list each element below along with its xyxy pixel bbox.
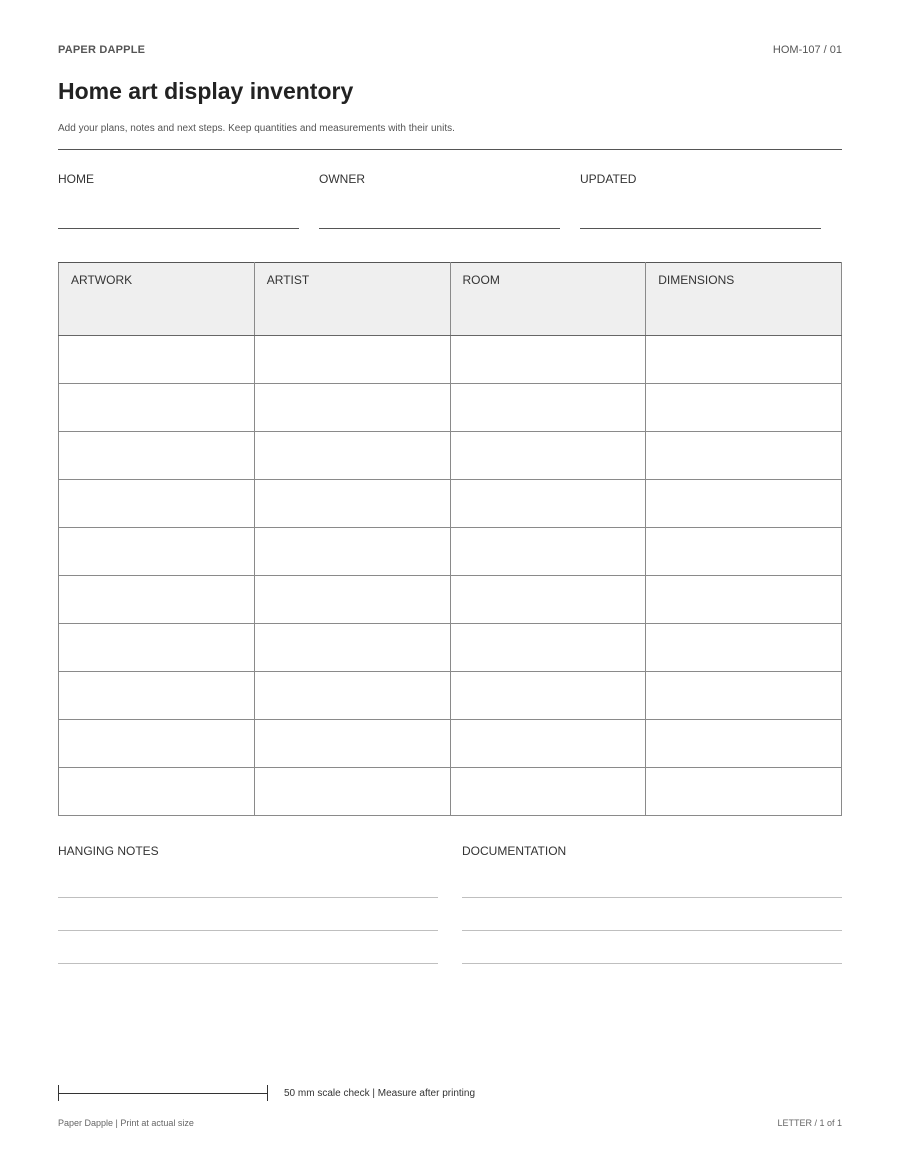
table-cell[interactable] <box>59 336 255 384</box>
table-cell[interactable] <box>254 336 450 384</box>
hanging-notes-line[interactable] <box>58 930 438 931</box>
table-row <box>59 336 842 384</box>
inventory-table <box>58 262 842 816</box>
updated-field-line[interactable] <box>580 228 821 229</box>
table-cell[interactable] <box>450 384 646 432</box>
scale-check-tick-start <box>58 1085 59 1101</box>
hanging-notes-label: HANGING NOTES <box>58 844 159 858</box>
column-header-artwork: ARTWORK <box>59 263 255 336</box>
table-cell[interactable] <box>59 480 255 528</box>
table-cell[interactable] <box>646 720 842 768</box>
table-cell[interactable] <box>450 576 646 624</box>
table-row <box>59 432 842 480</box>
table-cell[interactable] <box>450 480 646 528</box>
table-cell[interactable] <box>59 672 255 720</box>
table-cell[interactable] <box>646 432 842 480</box>
table-cell[interactable] <box>59 384 255 432</box>
brand-name: PAPER DAPPLE <box>58 44 146 56</box>
table-cell[interactable] <box>59 720 255 768</box>
scale-check-text: 50 mm scale check | Measure after printing <box>284 1088 476 1099</box>
table-cell[interactable] <box>646 384 842 432</box>
hanging-notes-line[interactable] <box>58 963 438 964</box>
home-field-line[interactable] <box>58 228 299 229</box>
table-cell[interactable] <box>646 336 842 384</box>
table-cell[interactable] <box>450 336 646 384</box>
table-cell[interactable] <box>59 576 255 624</box>
table-row <box>59 480 842 528</box>
table-cell[interactable] <box>646 624 842 672</box>
owner-field-label: OWNER <box>319 172 365 186</box>
table-cell[interactable] <box>450 624 646 672</box>
table-cell[interactable] <box>646 528 842 576</box>
table-cell[interactable] <box>254 624 450 672</box>
table-cell[interactable] <box>646 576 842 624</box>
owner-field-line[interactable] <box>319 228 560 229</box>
table-row <box>59 720 842 768</box>
table-cell[interactable] <box>254 432 450 480</box>
table-cell[interactable] <box>59 624 255 672</box>
table-cell[interactable] <box>450 528 646 576</box>
table-cell[interactable] <box>59 768 255 816</box>
table-cell[interactable] <box>450 768 646 816</box>
table-row <box>59 624 842 672</box>
table-cell[interactable] <box>646 672 842 720</box>
column-header-dimensions: DIMENSIONS <box>646 263 842 336</box>
updated-field-label: UPDATED <box>580 172 637 186</box>
table-cell[interactable] <box>450 720 646 768</box>
table-row <box>59 384 842 432</box>
table-cell[interactable] <box>59 528 255 576</box>
header-divider <box>58 149 842 150</box>
footer-left-text: Paper Dapple | Print at actual size <box>58 1118 194 1128</box>
table-row <box>59 672 842 720</box>
table-cell[interactable] <box>254 768 450 816</box>
table-row <box>59 768 842 816</box>
documentation-line[interactable] <box>462 897 842 898</box>
table-body <box>59 336 842 816</box>
table-cell[interactable] <box>254 384 450 432</box>
table-cell[interactable] <box>254 528 450 576</box>
table-cell[interactable] <box>254 672 450 720</box>
table-cell[interactable] <box>59 432 255 480</box>
scale-check-tick-end <box>267 1085 268 1101</box>
table-header-row <box>59 263 842 336</box>
documentation-label: DOCUMENTATION <box>462 844 567 858</box>
table-cell[interactable] <box>450 432 646 480</box>
column-header-artist: ARTIST <box>254 263 450 336</box>
documentation-line[interactable] <box>462 930 842 931</box>
page-title: Home art display inventory <box>58 78 354 104</box>
table-cell[interactable] <box>646 480 842 528</box>
table-cell[interactable] <box>254 720 450 768</box>
scale-check-bar <box>58 1093 268 1094</box>
documentation-line[interactable] <box>462 963 842 964</box>
table-row <box>59 528 842 576</box>
table-cell[interactable] <box>450 672 646 720</box>
home-field-label: HOME <box>58 172 94 186</box>
column-header-room: ROOM <box>450 263 646 336</box>
table-cell[interactable] <box>254 576 450 624</box>
footer-right-text: LETTER / 1 of 1 <box>777 1118 842 1128</box>
table-cell[interactable] <box>646 768 842 816</box>
table-cell[interactable] <box>254 480 450 528</box>
hanging-notes-line[interactable] <box>58 897 438 898</box>
table-row <box>59 576 842 624</box>
document-id: HOM-107 / 01 <box>772 44 842 56</box>
page-subtitle: Add your plans, notes and next steps. Keep quantities and measurements with their units. <box>58 123 455 134</box>
